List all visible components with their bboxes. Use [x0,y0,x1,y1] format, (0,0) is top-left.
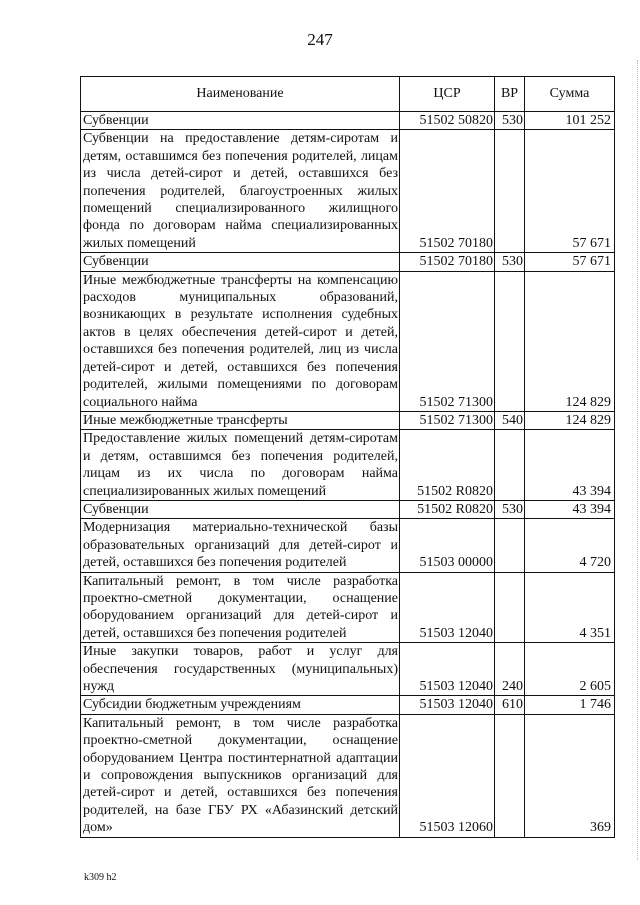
table-row [81,112,615,130]
row-name: Субсидии бюджетным учреждениям [81,696,400,714]
row-vr: 540 [495,411,525,429]
row-sum: 57 671 [525,130,615,253]
row-name: Субвенции [81,112,400,130]
row-csr: 51502 71300 [400,271,495,411]
row-csr: 51502 R0820 [400,500,495,518]
table-row [81,253,615,271]
row-sum: 369 [525,714,615,837]
header-vr: ВР [495,77,525,112]
table-row [81,500,615,518]
budget-table [80,76,615,838]
row-vr [495,714,525,837]
row-csr: 51502 71300 [400,411,495,429]
row-sum: 124 829 [525,271,615,411]
row-vr: 530 [495,500,525,518]
row-vr [495,519,525,572]
table-row [81,714,615,837]
row-name: Иные межбюджетные трансферты [81,411,400,429]
row-vr [495,572,525,643]
row-name: Предоставление жилых помещений детям-сиротам и детям, оставшимся без попечения родителей, лицам из их числа по договорам найма специализированных жилых помещений [81,430,400,501]
row-sum: 43 394 [525,430,615,501]
page-number: 247 [307,30,333,49]
row-name: Иные межбюджетные трансферты на компенсацию расходов муниципальных образований, возникающих в результате исполнения судебных актов в целях обеспечения детей-сирот и детей, оставшихся без попечения родителей, лиц из числа детей-сирот и детей, оставшихся без попечения родителей, жилыми помещениями по договорам социального найма [81,271,400,411]
table-row [81,130,615,253]
row-csr: 51503 12040 [400,696,495,714]
table-row [81,430,615,501]
row-csr: 51502 R0820 [400,430,495,501]
table-header-row [81,77,615,112]
row-vr: 610 [495,696,525,714]
row-sum: 1 746 [525,696,615,714]
row-name: Модернизация материально-технической базы образовательных организаций для детей-сирот и детей, оставшихся без попечения родителей [81,519,400,572]
row-sum: 101 252 [525,112,615,130]
table-row [81,271,615,411]
row-sum: 124 829 [525,411,615,429]
row-vr: 530 [495,112,525,130]
row-vr [495,130,525,253]
row-name: Капитальный ремонт, в том числе разработка проектно-сметной документации, оснащение оборудованием организаций для детей-сирот и детей, оставшихся без попечения родителей [81,572,400,643]
row-sum: 43 394 [525,500,615,518]
row-csr: 51502 50820 [400,112,495,130]
row-csr: 51502 70180 [400,253,495,271]
table-row [81,643,615,696]
header-csr: ЦСР [400,77,495,112]
row-csr: 51503 12060 [400,714,495,837]
row-vr [495,430,525,501]
row-name: Субвенции [81,500,400,518]
row-sum: 4 351 [525,572,615,643]
row-vr: 240 [495,643,525,696]
footer-code: k309 h2 [84,872,117,883]
row-csr: 51503 12040 [400,643,495,696]
row-name: Субвенции на предоставление детям-сиротам и детям, оставшимся без попечения родителей, лицам из числа детей-сирот и детей, оставшихся без попечения родителей, благоустроенных жилых помещений специализированного жилищного фонда по договорам найма специализированных жилых помещений [81,130,400,253]
row-name: Иные закупки товаров, работ и услуг для обеспечения государственных (муниципальных) нужд [81,643,400,696]
row-name: Капитальный ремонт, в том числе разработка проектно-сметной документации, оснащение оборудованием Центра постинтернатной адаптации и сопровождения выпускников организаций для детей-сирот и детей, оставшихся без попечения родителей, на базе ГБУ РХ «Абазинский детский дом» [81,714,400,837]
page-edge-marks [631,60,638,860]
table-row [81,411,615,429]
table-row [81,696,615,714]
row-csr: 51503 12040 [400,572,495,643]
row-vr: 530 [495,253,525,271]
row-sum: 4 720 [525,519,615,572]
row-vr [495,271,525,411]
header-sum: Сумма [525,77,615,112]
row-csr: 51503 00000 [400,519,495,572]
row-sum: 57 671 [525,253,615,271]
row-sum: 2 605 [525,643,615,696]
row-csr: 51502 70180 [400,130,495,253]
row-name: Субвенции [81,253,400,271]
header-name: Наименование [81,77,400,112]
table-row [81,572,615,643]
table-row [81,519,615,572]
